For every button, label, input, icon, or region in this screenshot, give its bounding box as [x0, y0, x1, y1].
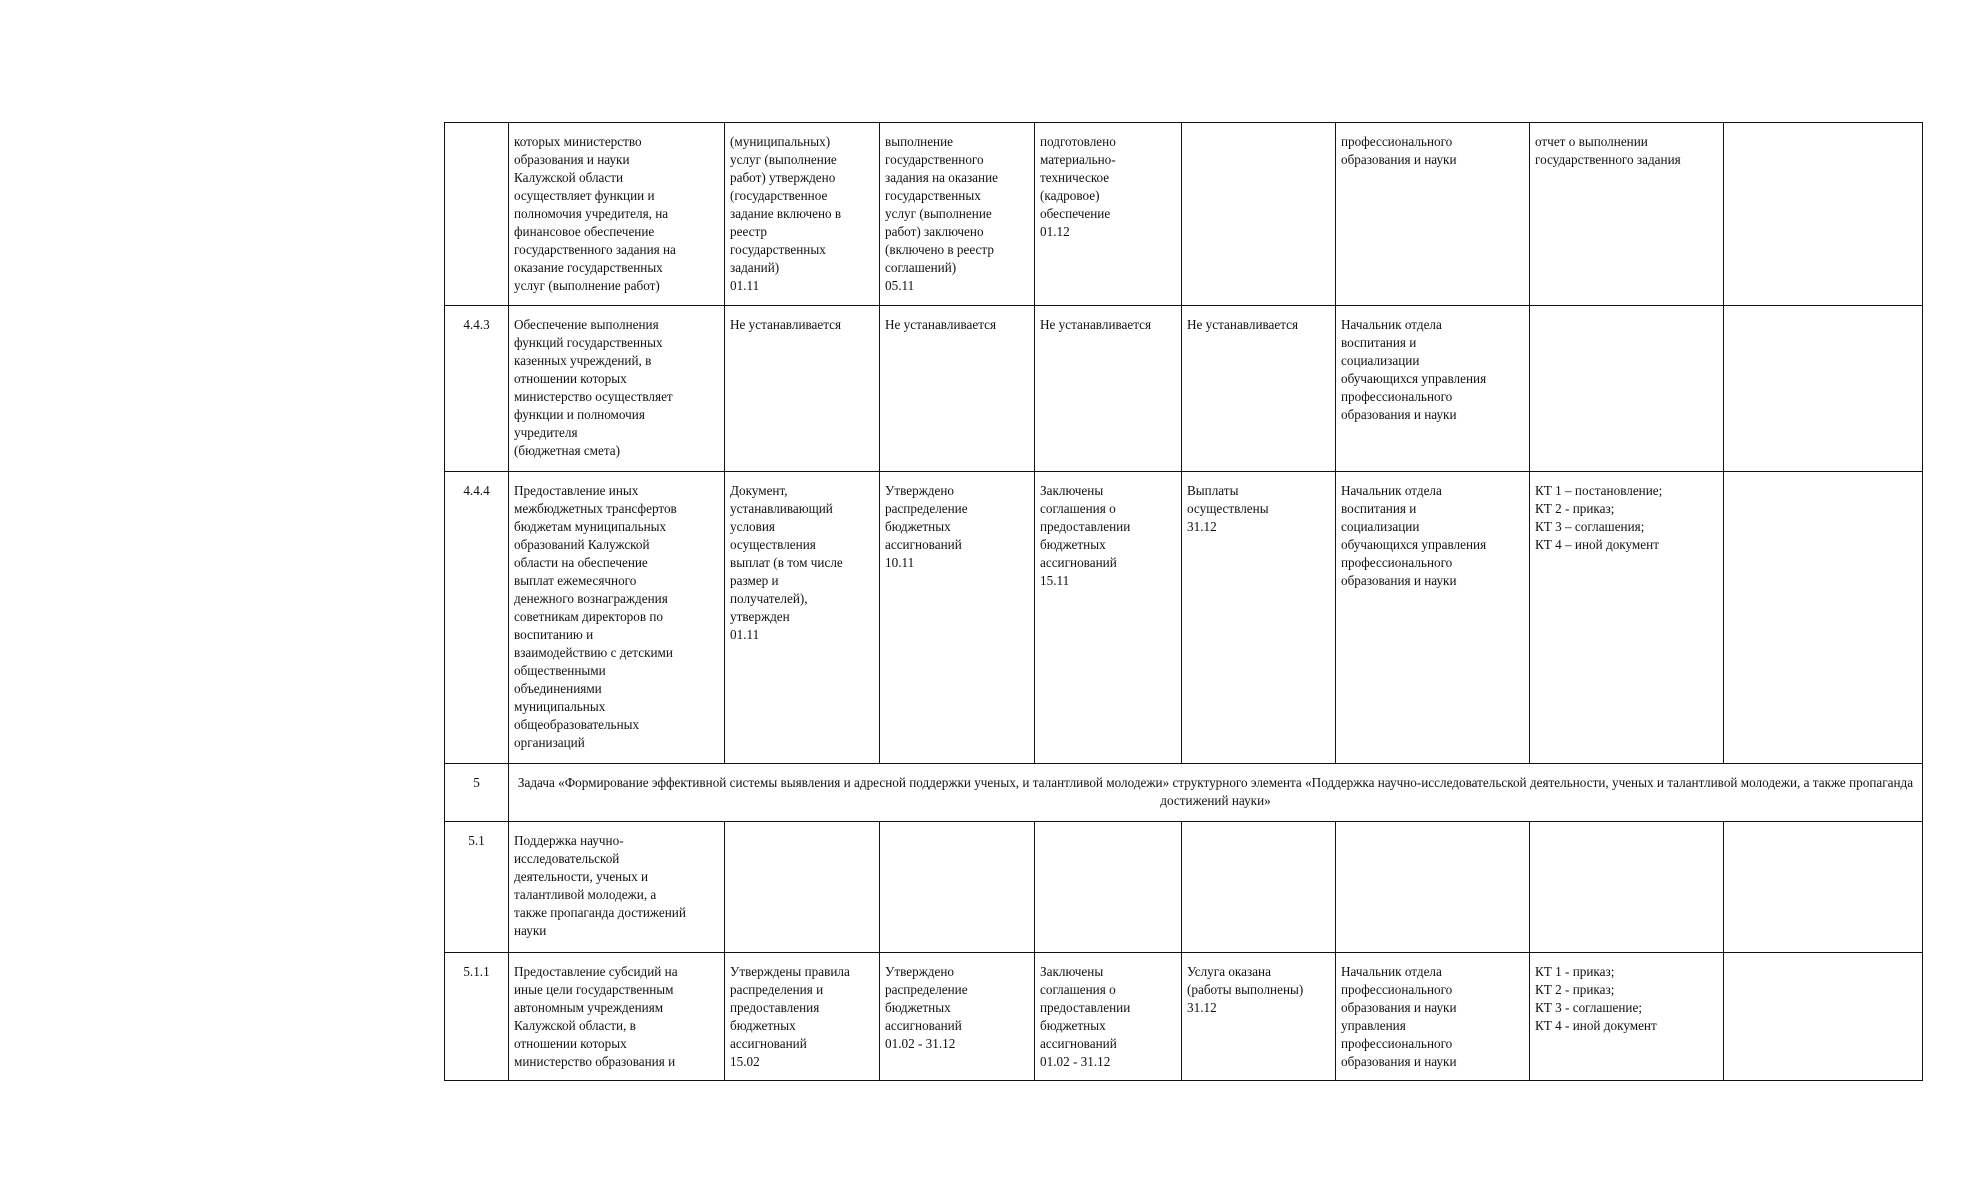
row-number: 5.1 [445, 822, 509, 953]
cell-checkpoint-4: Выплаты осуществлены 31.12 [1182, 472, 1336, 764]
row-number [445, 123, 509, 306]
cell-documents [1530, 306, 1724, 472]
cell-notes [1724, 953, 1923, 1081]
row-number: 4.4.4 [445, 472, 509, 764]
cell-responsible: Начальник отдела профессионального образования и науки управления профессионального образования и науки [1336, 953, 1530, 1081]
table-row [445, 822, 1923, 953]
cell-responsible [1336, 822, 1530, 953]
cell-description: Обеспечение выполнения функций государственных казенных учреждений, в отношении которых министерство осуществляет функции и полномочия учредителя (бюджетная смета) [509, 306, 725, 472]
table-row [445, 953, 1923, 1081]
cell-notes [1724, 472, 1923, 764]
cell-checkpoint-4: Не устанавливается [1182, 306, 1336, 472]
cell-checkpoint-1: Не устанавливается [725, 306, 880, 472]
cell-checkpoint-2: Утверждено распределение бюджетных ассигнований 10.11 [880, 472, 1035, 764]
cell-responsible: Начальник отдела воспитания и социализации обучающихся управления профессионального образования и науки [1336, 306, 1530, 472]
cell-documents [1530, 822, 1724, 953]
cell-description: Предоставление субсидий на иные цели государственным автономным учреждениям Калужской области, в отношении которых министерство образования и [509, 953, 725, 1081]
task-row [445, 764, 1923, 822]
table-row [445, 472, 1923, 764]
cell-checkpoint-3: Не устанавливается [1035, 306, 1182, 472]
cell-checkpoint-4: Услуга оказана (работы выполнены) 31.12 [1182, 953, 1336, 1081]
cell-checkpoint-3: Заключены соглашения о предоставлении бюджетных ассигнований 01.02 - 31.12 [1035, 953, 1182, 1081]
cell-checkpoint-1: Утверждены правила распределения и предоставления бюджетных ассигнований 15.02 [725, 953, 880, 1081]
task-description: Задача «Формирование эффективной системы выявления и адресной поддержки ученых, и талантливой молодежи» структурного элемента «Поддержка научно-исследовательской деятельности, ученых и талантливой молодежи, а также пропаганда достижений науки» [509, 764, 1923, 822]
cell-checkpoint-2: Утверждено распределение бюджетных ассигнований 01.02 - 31.12 [880, 953, 1035, 1081]
cell-notes [1724, 822, 1923, 953]
cell-documents: КТ 1 - приказ; КТ 2 - приказ; КТ 3 - соглашение; КТ 4 - иной документ [1530, 953, 1724, 1081]
cell-checkpoint-1: (муниципальных) услуг (выполнение работ) утверждено (государственное задание включено в реестр государственных заданий) 01.11 [725, 123, 880, 306]
cell-documents: КТ 1 – постановление; КТ 2 - приказ; КТ 3 – соглашения; КТ 4 – иной документ [1530, 472, 1724, 764]
row-number: 5.1.1 [445, 953, 509, 1081]
table-row [445, 306, 1923, 472]
cell-checkpoint-3: Заключены соглашения о предоставлении бюджетных ассигнований 15.11 [1035, 472, 1182, 764]
cell-description: Поддержка научно- исследовательской деятельности, ученых и талантливой молодежи, а также пропаганда достижений науки [509, 822, 725, 953]
cell-notes [1724, 306, 1923, 472]
cell-responsible: профессионального образования и науки [1336, 123, 1530, 306]
cell-checkpoint-3: подготовлено материально- техническое (кадровое) обеспечение 01.12 [1035, 123, 1182, 306]
cell-description: Предоставление иных межбюджетных трансфертов бюджетам муниципальных образований Калужской области на обеспечение выплат ежемесячного денежного вознаграждения советникам директоров по воспитанию и взаимодействию с детскими общественными объединениями муниципальных общеобразовательных организаций [509, 472, 725, 764]
cell-documents: отчет о выполнении государственного задания [1530, 123, 1724, 306]
plan-table [444, 122, 1923, 1081]
cell-checkpoint-1 [725, 822, 880, 953]
row-number: 5 [445, 764, 509, 822]
cell-checkpoint-2 [880, 822, 1035, 953]
table-row [445, 123, 1923, 306]
cell-checkpoint-1: Документ, устанавливающий условия осуществления выплат (в том числе размер и получателей), утвержден 01.11 [725, 472, 880, 764]
cell-checkpoint-4 [1182, 123, 1336, 306]
cell-notes [1724, 123, 1923, 306]
cell-checkpoint-2: выполнение государственного задания на оказание государственных услуг (выполнение работ) заключено (включено в реестр соглашений) 05.11 [880, 123, 1035, 306]
row-number: 4.4.3 [445, 306, 509, 472]
cell-description: которых министерство образования и науки Калужской области осуществляет функции и полномочия учредителя, на финансовое обеспечение государственного задания на оказание государственных услуг (выполнение работ) [509, 123, 725, 306]
cell-responsible: Начальник отдела воспитания и социализации обучающихся управления профессионального образования и науки [1336, 472, 1530, 764]
cell-checkpoint-4 [1182, 822, 1336, 953]
cell-checkpoint-3 [1035, 822, 1182, 953]
cell-checkpoint-2: Не устанавливается [880, 306, 1035, 472]
